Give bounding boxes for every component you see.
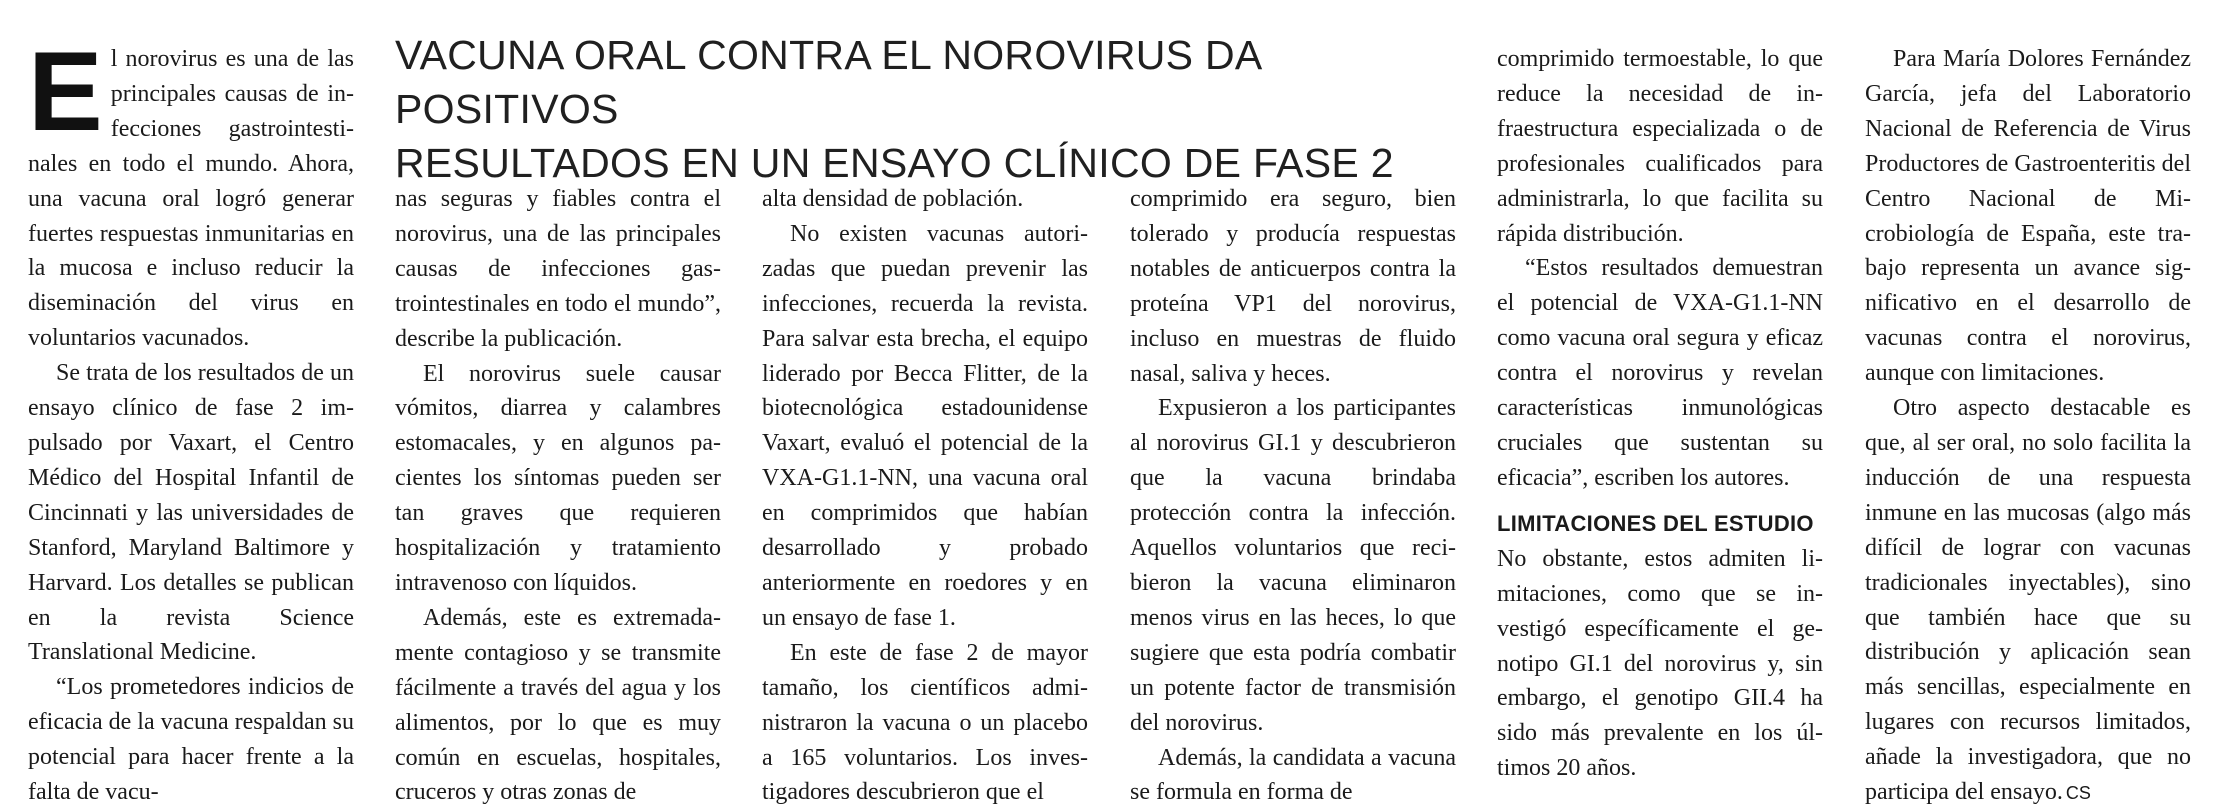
paragraph-3: En este de fase 2 de mayor tamaño, los científicos administraron la vacuna o un placebo a 165 voluntarios. Los investigadores descubrieron que el bbox=[762, 639, 1088, 806]
article-column-1 bbox=[28, 29, 354, 810]
article-column-5 bbox=[1497, 42, 1823, 786]
paragraph-2: No existen vacunas autorizadas que puedan prevenir las infecciones, recuerda la revista. Para salvar esta brecha, el equipo liderado por Becca Flitter, de la biotecnológica estadounidense Vaxart, evaluó el potencial de la VXA-G1.1-NN, una vacuna oral en comprimidos que habían desarrollado y probado anteriormente en roedores y en un ensayo de fase 1. bbox=[762, 220, 1088, 631]
article-column-6 bbox=[1865, 42, 2191, 811]
paragraph-2: “Estos resultados demuestran el potencial de VXA-G1.1-NN como vacuna oral segura y eficaz contra el norovirus y revelan características inmunológicas cruciales que sustentan su eficacia”, escriben los autores. bbox=[1497, 255, 1823, 491]
paragraph-3: Además, la candidata a vacuna se formula en forma de bbox=[1130, 744, 1456, 806]
headline bbox=[395, 28, 1455, 190]
paragraph-3: Además, este es extremadamente contagioso y se transmite fácilmente a través del agua y los alimentos, por lo que es muy común en escuelas, hospitales, cruceros y otras zonas de bbox=[395, 604, 721, 806]
paragraph-1: comprimido era seguro, bien tolerado y producía respuestas notables de anticuerpos contra la proteína VP1 del norovirus, incluso en muestras de fluido nasal, saliva y heces. bbox=[1130, 186, 1456, 387]
headline-line-2: RESULTADOS EN UN ENSAYO CLÍNICO DE FASE 2 bbox=[395, 140, 1394, 186]
paragraph-1: Para María Dolores Fernández García, jefa del Laboratorio Nacional de Referencia de Virus Productores de Gastroenteritis del Centro Nacional de Microbiología de España, este trabajo representa un avance significativo en el desarrollo de vacunas contra el norovirus, aunque con limitaciones. bbox=[1865, 46, 2191, 387]
paragraph-2: El norovirus suele causar vómitos, diarrea y calambres estomacales, y en algunos pacientes los síntomas pueden ser tan graves que requieren hospitalización y tratamiento intravenoso con líquidos. bbox=[395, 360, 721, 596]
article-column-3 bbox=[762, 182, 1088, 810]
drop-cap: E bbox=[28, 29, 103, 154]
section-subheading: LIMITACIONES DEL ESTUDIO bbox=[1497, 510, 1814, 536]
headline-line-1: VACUNA ORAL CONTRA EL NOROVIRUS DA POSITIVOS bbox=[395, 32, 1261, 132]
paragraph-1: alta densidad de población. bbox=[762, 186, 1024, 212]
article-column-4 bbox=[1130, 182, 1456, 810]
paragraph-2: Se trata de los resultados de un ensayo clínico de fase 2 impulsado por Vaxart, el Centro Médico del Hospital Infantil de Cincinnati y las universidades de Stanford, Maryland Baltimore y Harvard. Los detalles se publican en la revista Science Translational Medicine. bbox=[28, 360, 354, 666]
end-mark: CS bbox=[2065, 783, 2091, 804]
paragraph-3: No obstante, estos admiten limitaciones, como que se investigó específicamente el genotipo GI.1 del norovirus y, sin embargo, el genotipo GII.4 ha sido más prevalente en los últimos 20 años. bbox=[1497, 545, 1823, 782]
paragraph-text: Otro aspecto destacable es que, al ser oral, no solo facilita la inducción de una respuesta inmune en las mucosas (algo más difícil de lograr con vacunas tradicionales inyectables), sino que también hace que su distribución y aplicación sean más sencillas, especialmente en lugares con recursos limitados, añade la investigadora, que no participa del ensayo. bbox=[1865, 395, 2191, 806]
paragraph-2: Expusieron a los participantes al norovirus GI.1 y descubrieron que la vacuna brindaba protección contra la infección. Aquellos voluntarios que recibieron la vacuna eliminaron menos virus en las heces, lo que sugiere que esta podría combatir un potente factor de transmisión del norovirus. bbox=[1130, 395, 1456, 736]
paragraph-1: comprimido termoestable, lo que reduce la necesidad de infraestructura especializada o de profesionales cualificados para administrarla, lo que facilita su rápida distribución. bbox=[1497, 46, 1823, 247]
article-column-2 bbox=[395, 182, 721, 810]
paragraph-1: nas seguras y fiables contra el norovirus, una de las principales causas de infecciones gastrointestinales en todo el mundo”, describe la publicación. bbox=[395, 186, 721, 352]
paragraph-text: l norovirus es una de las principales causas de infecciones gastrointestinales en todo el mundo. Ahora, una vacuna oral logró generar fuertes respuestas inmunitarias en la mucosa e incluso reducir la diseminación del virus en voluntarios vacunados. bbox=[28, 46, 354, 352]
paragraph-1 bbox=[28, 29, 354, 356]
paragraph-2 bbox=[1865, 391, 2191, 811]
paragraph-3: “Los prometedores indicios de eficacia de la vacuna respaldan su potencial para hacer frente a la falta de vacu- bbox=[28, 674, 354, 806]
